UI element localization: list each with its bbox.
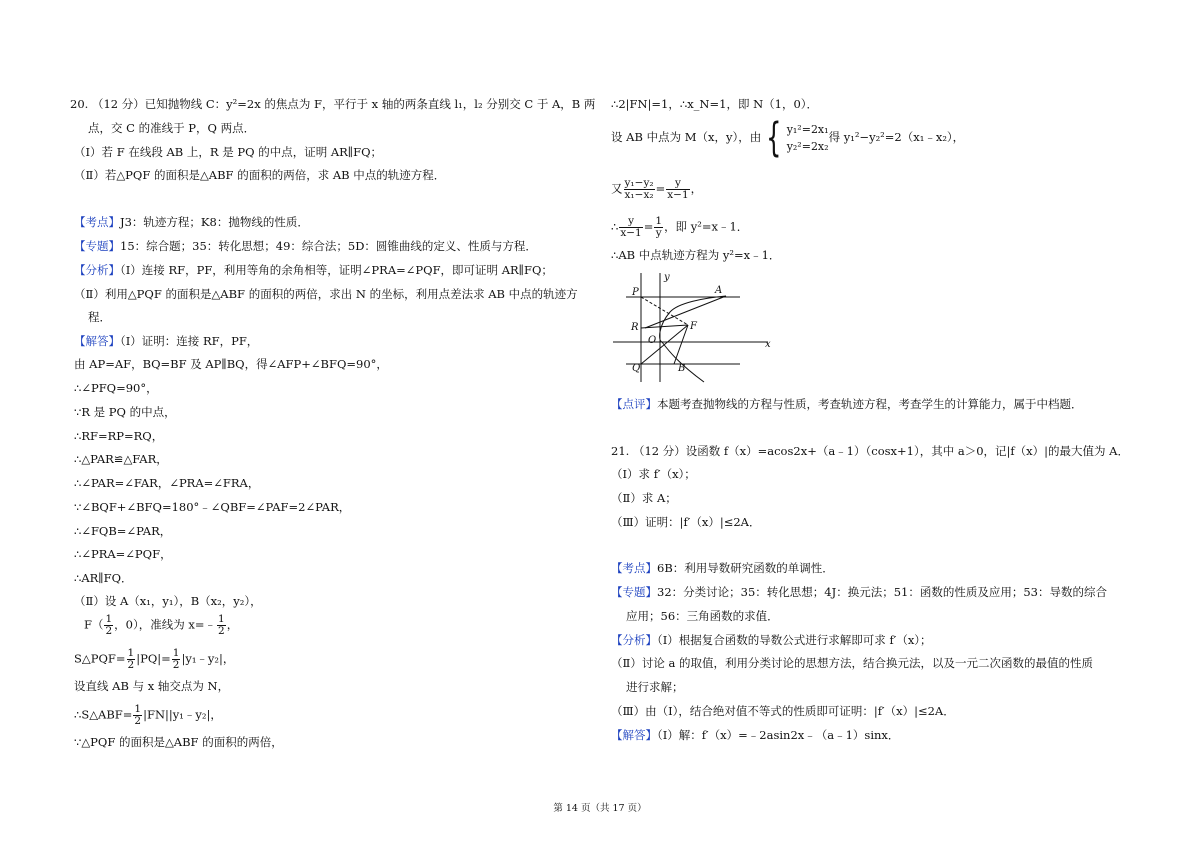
equals: = xyxy=(655,181,666,196)
fig-label-P: P xyxy=(632,287,639,298)
system-eq-2: y₂²=2x₂ xyxy=(786,140,829,153)
right-line-3 xyxy=(611,178,702,201)
q20-line2: 点，交 C 的准线于 P，Q 两点． xyxy=(88,121,256,135)
fig-label-F: F xyxy=(690,321,697,332)
half-fraction xyxy=(133,704,142,727)
step-7: ∵∠BQF+∠BFQ=180°﹣∠QBF=∠PAF=2∠PAR， xyxy=(74,500,351,514)
jieda-text: （Ⅰ）证明：连接 RF，PF， xyxy=(120,334,259,348)
frac-num: y xyxy=(619,216,642,228)
right-line-2 xyxy=(611,115,965,161)
step-14: 设直线 AB 与 x 轴交点为 N， xyxy=(74,679,230,693)
fig-label-A: A xyxy=(715,285,723,296)
frac-num: 1 xyxy=(105,613,113,625)
fenxi21-text-1: （Ⅰ）根据复合函数的导数公式进行求解即可求 f′（x）； xyxy=(657,633,932,647)
step-12-b: ，0），准线为 x=﹣ xyxy=(114,617,217,632)
step-15 xyxy=(74,704,222,727)
fenxi-tag: 【分析】 xyxy=(74,263,120,277)
frac-num: 1 xyxy=(172,647,180,659)
frac-den: 2 xyxy=(172,659,180,671)
zhuanti-text: 15：综合题；35：转化思想；49：综合法；5D：圆锥曲线的定义、性质与方程． xyxy=(120,239,537,253)
kaodian-line xyxy=(74,215,309,229)
right-line-5: ∴AB 中点轨迹方程为 y²=x﹣1． xyxy=(611,248,781,262)
frac-num: y₁−y₂ xyxy=(624,177,654,189)
step-3: ∵R 是 PQ 的中点， xyxy=(74,405,176,419)
kaodian-text: J3：轨迹方程；K8：抛物线的性质． xyxy=(120,215,309,229)
fenxi-line xyxy=(74,263,553,277)
right-line-3-b: ， xyxy=(690,181,703,196)
step-8: ∴∠FQB=∠PAR， xyxy=(74,524,172,538)
frac-num: y xyxy=(666,178,689,190)
q20-part1: （Ⅰ）若 F 在线段 AB 上，R 是 PQ 的中点，证明 AR∥FQ； xyxy=(74,145,383,159)
step-10: ∴AR∥FQ． xyxy=(74,571,133,585)
dianping-tag: 【点评】 xyxy=(611,397,657,411)
frac-den: x−1 xyxy=(667,189,689,201)
fenxi-text-3: 程． xyxy=(88,310,111,324)
slope-fraction xyxy=(624,178,655,201)
jieda-line xyxy=(74,334,258,348)
dianping-line xyxy=(611,397,1083,411)
q21-part3: （Ⅲ）证明：|f′（x）|≤2A． xyxy=(611,515,761,529)
step-12-c: ， xyxy=(226,617,239,632)
slope-fraction xyxy=(654,216,663,239)
step-5: ∴△PAR≌△FAR， xyxy=(74,452,168,466)
right-line-4-b: ，即 y²=x﹣1． xyxy=(664,219,749,234)
kaodian21-tag: 【考点】 xyxy=(611,561,657,575)
half-fraction xyxy=(127,648,136,671)
step-16: ∵△PQF 的面积是△ABF 的面积的两倍， xyxy=(74,735,283,749)
step-15-b: |FN||y₁﹣y₂|， xyxy=(143,707,222,722)
frac-den: x−1 xyxy=(620,227,642,239)
step-13-b: |PQ|= xyxy=(136,651,171,666)
q21-part2: （Ⅱ）求 A； xyxy=(611,491,677,505)
fig-label-O: O xyxy=(648,335,657,346)
right-line-2-b: 得 y₁²−y₂²=2（x₁﹣x₂）， xyxy=(828,130,965,144)
q21-line1: 21. （12 分）设函数 f（x）=acos2x+（a﹣1）（cosx+1），其中 a＞0，记|f（x）|的最大值为 A． xyxy=(611,444,1129,458)
frac-num: 1 xyxy=(127,647,135,659)
fenxi-text-1: （Ⅰ）连接 RF，PF，利用等角的余角相等，证明∠PRA=∠PQF，即可证明 AR∥FQ； xyxy=(120,263,553,277)
dianping-text: 本题考查抛物线的方程与性质，考查轨迹方程，考查学生的计算能力，属于中档题． xyxy=(657,397,1083,411)
zhuanti21-text-2: 应用；56：三角函数的求值． xyxy=(626,609,779,623)
step-12-a: F（ xyxy=(84,617,104,632)
step-13 xyxy=(74,648,234,671)
step-13-c: |y₁﹣y₂|， xyxy=(181,651,235,666)
frac-den: 2 xyxy=(134,715,142,727)
q21-part1: （Ⅰ）求 f′（x）； xyxy=(611,467,696,481)
equals: = xyxy=(643,219,654,234)
step-9: ∴∠PRA=∠PQF， xyxy=(74,547,172,561)
q20-part2: （Ⅱ）若△PQF 的面积是△ABF 的面积的两倍，求 AB 中点的轨迹方程． xyxy=(74,168,446,182)
frac-den: 2 xyxy=(105,625,113,637)
fenxi21-text-4: （Ⅲ）由（Ⅰ），结合绝对值不等式的性质即可证明：|f′（x）|≤2A． xyxy=(611,704,955,718)
frac-den: y xyxy=(655,227,662,239)
zhuanti21-tag: 【专题】 xyxy=(611,585,657,599)
q20-line1: 20. （12 分）已知抛物线 C：y²=2x 的焦点为 F，平行于 x 轴的两条直线 l₁，l₂ 分别交 C 于 A，B 两 xyxy=(70,97,596,111)
fig-label-y: y xyxy=(664,272,670,283)
zhuanti-line xyxy=(74,239,537,253)
zhuanti21-text-1: 32：分类讨论；35：转化思想；4J：换元法；51：函数的性质及应用；53：导数的综合 xyxy=(657,585,1107,599)
half-fraction xyxy=(172,648,181,671)
frac-num: 1 xyxy=(134,703,142,715)
zhuanti-tag: 【专题】 xyxy=(74,239,120,253)
step-4: ∴RF=RP=RQ， xyxy=(74,429,164,443)
frac-den: 2 xyxy=(218,625,225,637)
right-line-4-a: ∴ xyxy=(611,219,619,234)
zhuanti21-line xyxy=(611,585,1107,599)
half-fraction xyxy=(104,614,113,637)
fenxi21-text-3: 进行求解； xyxy=(626,680,684,694)
left-brace: { xyxy=(766,115,782,161)
frac-num: 1 xyxy=(218,613,225,625)
frac-den: x₁−x₂ xyxy=(624,189,654,201)
step-6: ∴∠PAR=∠FAR，∠PRA=∠FRA， xyxy=(74,476,260,490)
jieda21-line xyxy=(611,728,899,742)
step-13-a: S△PQF= xyxy=(74,651,126,666)
jieda-tag: 【解答】 xyxy=(74,334,120,348)
jieda21-text: （Ⅰ）解：f′（x）=﹣2asin2x﹣（a﹣1）sinx． xyxy=(657,728,900,742)
jieda21-tag: 【解答】 xyxy=(611,728,657,742)
fig-label-B: B xyxy=(678,363,686,374)
step-12 xyxy=(84,614,238,637)
fig-label-R: R xyxy=(631,322,639,333)
step-15-a: ∴S△ABF= xyxy=(74,707,133,722)
fenxi21-tag: 【分析】 xyxy=(611,633,657,647)
slope-fraction xyxy=(666,178,689,201)
fenxi-text-2: （Ⅱ）利用△PQF 的面积是△ABF 的面积的两倍，求出 N 的坐标，利用点差法求 AB 中点的轨迹方 xyxy=(74,287,578,301)
step-11: （Ⅱ）设 A（x₁，y₁），B（x₂，y₂）， xyxy=(74,594,262,608)
fig-label-x: x xyxy=(765,339,771,350)
half-fraction xyxy=(217,614,226,637)
kaodian21-line xyxy=(611,561,834,575)
right-line-4 xyxy=(611,216,748,239)
fenxi21-line xyxy=(611,633,932,647)
slope-fraction xyxy=(619,216,642,239)
parabola-figure xyxy=(608,268,778,386)
frac-num: 1 xyxy=(655,215,663,227)
step-2: ∴∠PFQ=90°， xyxy=(74,381,158,395)
equation-system xyxy=(787,121,829,155)
right-line-3-a: 又 xyxy=(611,181,623,196)
right-line-2-a: 设 AB 中点为 M（x，y），由 xyxy=(611,130,762,144)
page-footer: 第 14 页（共 17 页） xyxy=(553,803,647,814)
kaodian21-text: 6B：利用导数研究函数的单调性． xyxy=(657,561,834,575)
step-1: 由 AP=AF，BQ=BF 及 AP∥BQ，得∠AFP+∠BFQ=90°， xyxy=(74,357,388,371)
system-eq-1: y₁²=2x₁ xyxy=(786,123,829,136)
frac-den: 2 xyxy=(127,659,135,671)
kaodian-tag: 【考点】 xyxy=(74,215,120,229)
fig-label-Q: Q xyxy=(632,363,641,374)
fenxi21-text-2: （Ⅱ）讨论 a 的取值，利用分类讨论的思想方法，结合换元法，以及一元二次函数的最值的性质 xyxy=(611,656,1093,670)
right-line-1: ∴2|FN|=1，∴x_N=1，即 N（1，0）． xyxy=(611,97,819,111)
